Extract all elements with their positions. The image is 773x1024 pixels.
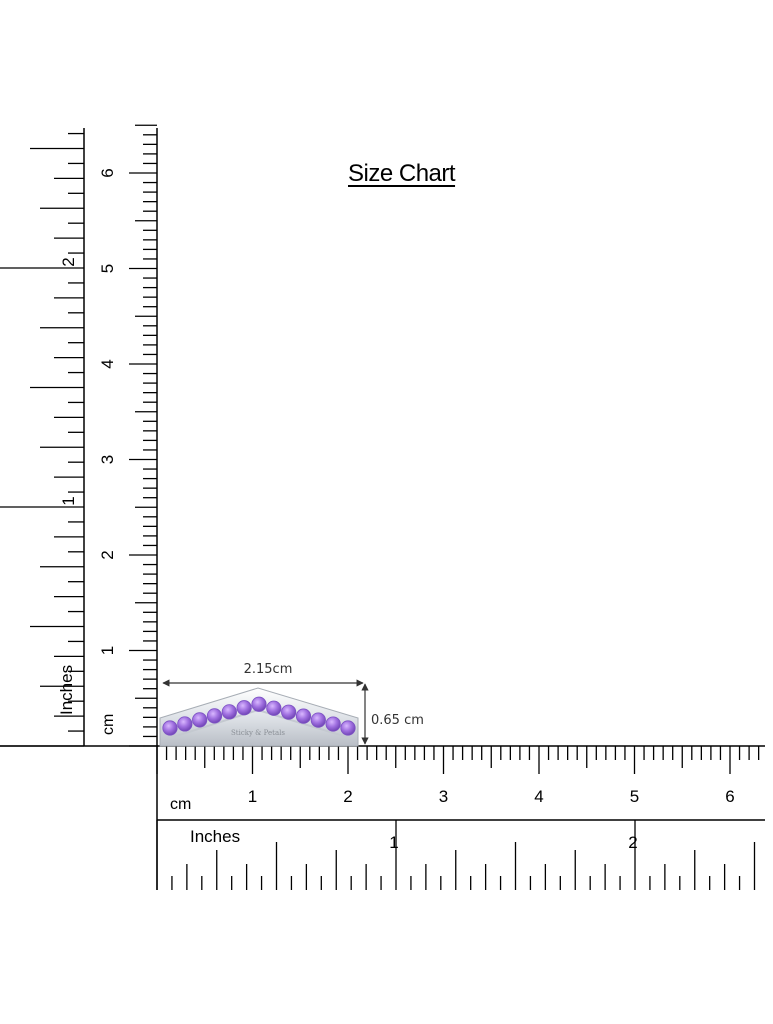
cm-number-vertical: 3 (98, 454, 117, 465)
amethyst-stone (237, 701, 251, 715)
cm-number-horizontal: 1 (247, 787, 258, 806)
amethyst-stone (192, 713, 206, 727)
cm-number-horizontal: 4 (534, 787, 544, 806)
height-dimension (365, 684, 424, 744)
amethyst-stone (311, 713, 325, 727)
cm-number-vertical: 2 (98, 550, 117, 560)
cm-number-horizontal: 5 (629, 787, 640, 806)
inch-number-vertical: 2 (59, 257, 78, 267)
amethyst-stone (326, 717, 340, 731)
cm-number-vertical: 1 (98, 645, 117, 656)
left-cm-label: cm (100, 713, 117, 735)
cm-number-vertical: 6 (98, 168, 117, 178)
bottom-cm-label: cm (170, 796, 192, 813)
amethyst-stone (252, 697, 266, 711)
amethyst-stone (267, 701, 281, 715)
left-inches-label: Inches (57, 664, 76, 715)
cm-number-horizontal: 2 (343, 787, 353, 806)
amethyst-stone (296, 709, 310, 723)
ruler-frame (0, 128, 765, 890)
cm-number-vertical: 5 (98, 263, 117, 274)
ring-image (160, 688, 358, 746)
amethyst-stone (178, 717, 192, 731)
cm-number-horizontal: 3 (438, 787, 449, 806)
inch-number-horizontal: 1 (389, 833, 399, 852)
inch-number-vertical: 1 (59, 496, 78, 506)
inch-number-horizontal: 2 (628, 833, 638, 852)
amethyst-stone (163, 721, 177, 735)
width-label: 2.15cm (243, 662, 293, 677)
cm-number-vertical: 4 (98, 359, 117, 369)
amethyst-stone (207, 709, 221, 723)
amethyst-stone (281, 705, 295, 719)
height-label: 0.65 cm (371, 713, 424, 728)
amethyst-stone (222, 705, 236, 719)
page-title: Size Chart (348, 160, 456, 187)
cm-number-horizontal: 6 (725, 787, 735, 806)
ring-engraving: Sticky & Petals (230, 729, 286, 737)
width-dimension (163, 662, 363, 683)
amethyst-stone (341, 721, 355, 735)
bottom-inches-label: Inches (190, 827, 241, 846)
